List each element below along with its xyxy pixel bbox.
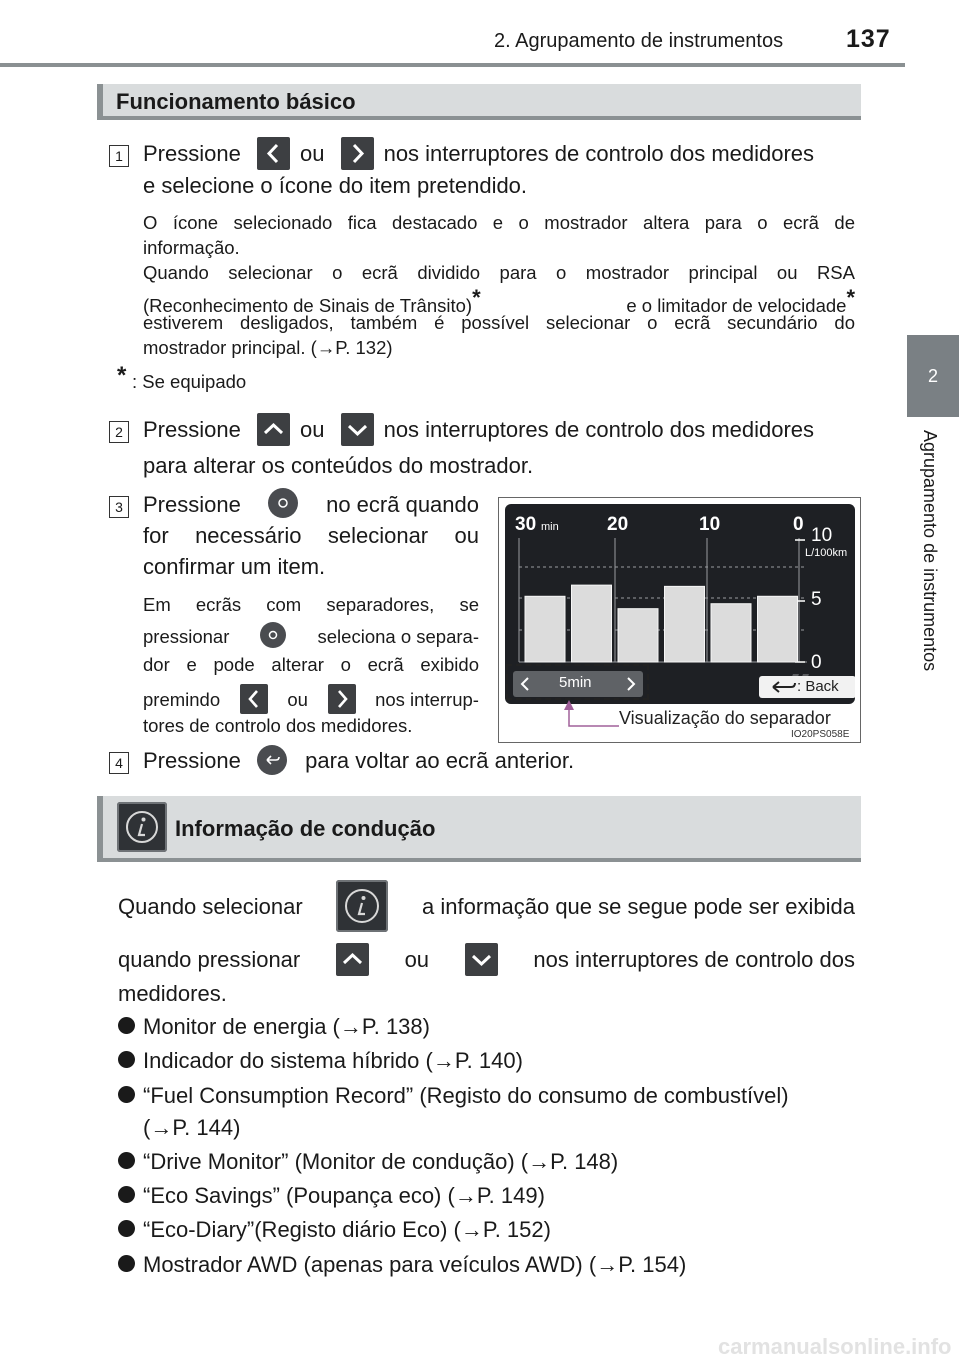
section-header-driving-info — [97, 796, 861, 862]
footnote-text: : Se equipado — [132, 371, 247, 392]
text: ou — [287, 688, 308, 710]
ok-button-icon — [260, 622, 286, 648]
watermark: carmanualsonline.info — [718, 1334, 952, 1359]
x-label-20: 20 — [607, 514, 629, 535]
page-number: 137 — [846, 25, 891, 53]
list-item — [118, 1012, 430, 1042]
step2-line2: para alterar os conteúdos do mostrador. — [143, 453, 534, 478]
step1-note2: informação. — [143, 237, 240, 258]
text: ou — [299, 417, 325, 442]
bullet-dot — [118, 1186, 135, 1203]
step1-note5: estiverem desligados, também é possível selecionar o ecrã secundário do — [143, 312, 855, 333]
bullet-dot — [118, 1220, 135, 1237]
list-item — [118, 1081, 855, 1111]
info-icon — [117, 802, 167, 852]
side-tab-number: 2 — [907, 335, 959, 417]
consumption-bar — [665, 586, 705, 662]
text: quando pressionar — [118, 947, 301, 972]
side-tab-label: Agrupamento de instrumentos — [920, 430, 940, 672]
text: “Fuel Consumption Record” (Registo do consumo de combustível) — [143, 1083, 789, 1108]
text: premindo — [143, 688, 221, 710]
step1-line1 — [143, 138, 855, 170]
text: Pressione — [143, 492, 241, 517]
text: no ecrã quando — [326, 492, 479, 517]
text: nos interruptores de controlo dos medidores — [383, 417, 815, 442]
step1-line2: e selecione o ícone do item pretendido. — [143, 173, 528, 198]
figure-code: IO20PS058E — [791, 729, 850, 740]
list-item-continuation: (→P. 144) — [143, 1115, 241, 1140]
list-item — [118, 1147, 618, 1177]
step-number-3: 3 — [109, 496, 129, 518]
y-label-zero: 0 — [811, 652, 822, 673]
tab-label: 5min — [559, 674, 592, 691]
step1-note1: O ícone selecionado fica destacado e o mostrador altera para o ecrã de — [143, 212, 855, 233]
text: nos interruptores de controlo dos — [533, 947, 855, 972]
bullet-dot — [118, 1152, 135, 1169]
text: Monitor de energia (→P. 138) — [143, 1014, 430, 1039]
step3-sub5: tores de controlo dos medidores. — [143, 715, 413, 736]
bullet-dot — [118, 1086, 135, 1103]
y-label-top: 10 — [811, 525, 833, 546]
back-button[interactable] — [759, 676, 855, 698]
tab-highlight-frame — [506, 664, 649, 700]
step3-line1 — [143, 489, 479, 520]
text: a informação que se segue pode ser exibida — [422, 893, 855, 919]
step-number-1: 1 — [109, 145, 129, 167]
chapter-title: 2. Agrupamento de instrumentos — [494, 30, 784, 52]
intro-line3: medidores. — [118, 981, 227, 1006]
ok-button-icon — [268, 488, 298, 518]
step3-line2: for necessário selecionar ou — [143, 523, 479, 548]
callout-caption: Visualização do separador — [619, 708, 831, 728]
display-illustration — [498, 497, 861, 743]
chevron-right-icon — [341, 137, 374, 170]
chevron-up-icon — [257, 413, 290, 446]
asterisk: * — [846, 285, 855, 310]
text: nos interrup- — [375, 688, 479, 710]
chevron-down-icon — [341, 413, 374, 446]
chevron-right-icon — [328, 684, 356, 714]
list-item — [118, 1046, 523, 1076]
text: seleciona o separa- — [317, 626, 479, 647]
list-item — [118, 1250, 686, 1280]
chevron-left-icon — [240, 684, 268, 714]
return-arrow-icon — [767, 679, 797, 695]
step3-line3: confirmar um item. — [143, 554, 326, 579]
text: Pressione — [143, 417, 241, 442]
step-number-4: 4 — [109, 752, 129, 774]
unit-label: L/100km — [805, 547, 848, 559]
text: (Reconhecimento de Sinais de Trânsito) — [143, 295, 473, 317]
text: Pressione — [143, 141, 241, 166]
info-icon — [336, 880, 388, 932]
consumption-bar — [618, 609, 658, 662]
text: “Drive Monitor” (Monitor de condução) (→P. 148) — [143, 1149, 619, 1174]
chevron-up-icon — [336, 943, 369, 976]
text: Pressione — [143, 748, 241, 773]
x-label-30: 30 — [515, 514, 537, 535]
text: “Eco Savings” (Poupança eco) (→P. 149) — [143, 1183, 545, 1208]
text: Mostrador AWD (apenas para veículos AWD) (→P. 154) — [143, 1252, 687, 1277]
step3-sub1: Em ecrãs com separadores, se — [143, 594, 479, 615]
text: Quando selecionar — [118, 893, 303, 919]
list-item — [118, 1181, 545, 1211]
bullet-dot — [118, 1017, 135, 1034]
step4-line — [143, 745, 574, 776]
intro-line1 — [118, 880, 855, 932]
consumption-bar — [711, 604, 751, 662]
y-label-mid: 5 — [811, 589, 822, 610]
step3-sub2 — [143, 624, 479, 649]
consumption-bar — [758, 596, 798, 662]
text: ou — [299, 141, 325, 166]
section-title: Funcionamento básico — [116, 89, 356, 114]
text: ou — [404, 947, 430, 972]
chevron-down-icon — [465, 943, 498, 976]
intro-line2 — [118, 943, 855, 976]
footnote-asterisk: * — [117, 362, 127, 389]
text: Indicador do sistema híbrido (→P. 140) — [143, 1048, 523, 1073]
x-label-min: min — [541, 521, 559, 533]
text: para voltar ao ecrã anterior. — [305, 748, 575, 773]
header-rule — [0, 63, 905, 67]
back-label: : Back — [797, 678, 839, 695]
x-label-10: 10 — [699, 514, 721, 535]
step1-note3: Quando selecionar o ecrã dividido para o mostrador principal ou RSA — [143, 262, 855, 283]
text: pressionar — [143, 626, 230, 647]
step-number-2: 2 — [109, 421, 129, 443]
list-item — [118, 1215, 551, 1245]
step2-line1 — [143, 414, 814, 446]
back-button-icon — [257, 745, 287, 775]
consumption-bar — [572, 585, 612, 662]
asterisk: * — [472, 285, 481, 310]
step3-sub4 — [143, 684, 479, 714]
text: nos interruptores de controlo dos medidores — [383, 141, 815, 166]
section-header-basic — [97, 84, 861, 120]
bullet-dot — [118, 1051, 135, 1068]
step3-sub3: dor e pode alterar o ecrã exibido — [143, 654, 479, 675]
bullet-dot — [118, 1255, 135, 1272]
x-label-0: 0 — [793, 514, 804, 535]
text: e o limitador de velocidade — [626, 295, 847, 317]
chevron-left-icon — [257, 137, 290, 170]
section-title: Informação de condução — [175, 816, 436, 841]
step1-note6: mostrador principal. (→P. 132) — [143, 337, 393, 358]
text: “Eco-Diary”(Registo diário Eco) (→P. 152) — [143, 1217, 551, 1242]
consumption-bar — [525, 596, 565, 662]
